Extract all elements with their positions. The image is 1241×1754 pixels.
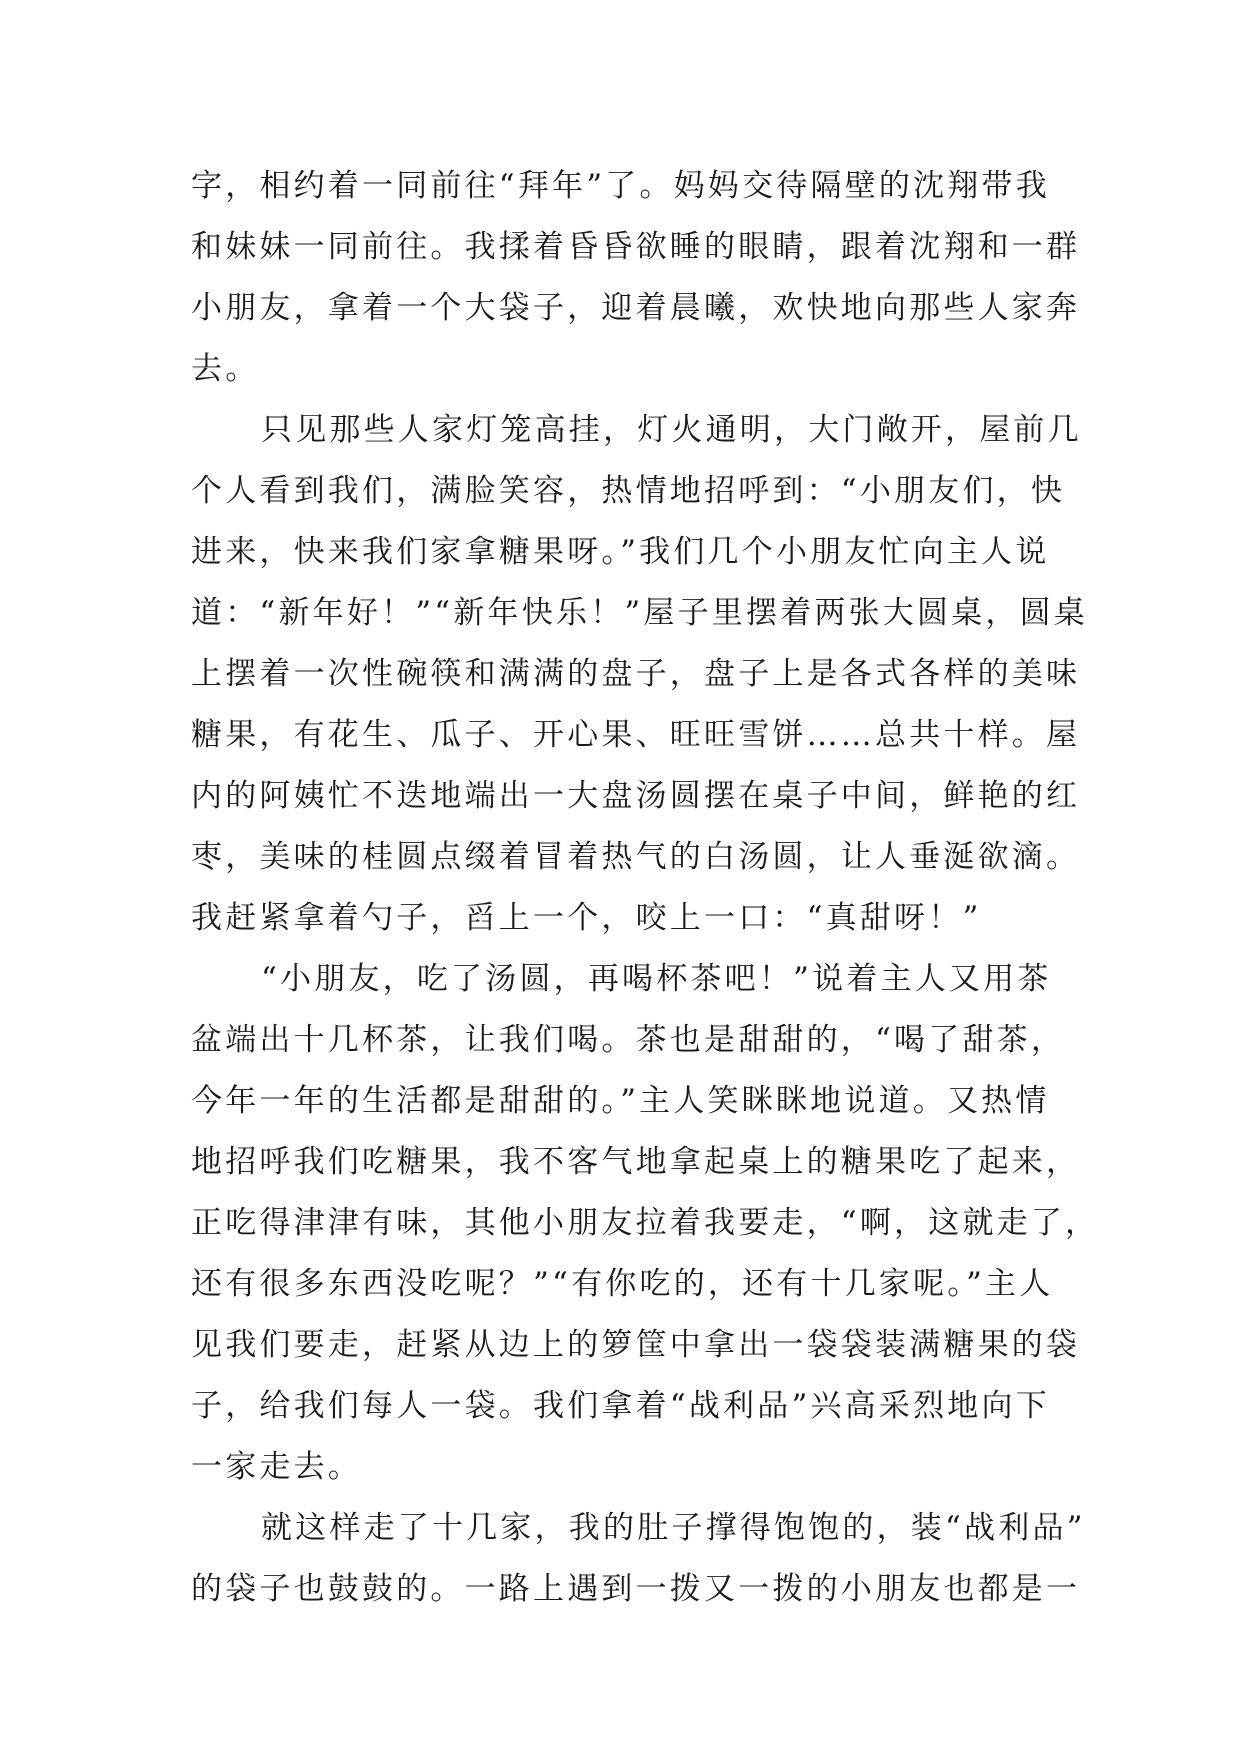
paragraph-first-line: 就这样走了十几家，我的肚子撑得饱饱的，装“战利品” <box>261 1510 1086 1546</box>
text-line: 我赶紧拿着勺子，舀上一个，咬上一口：“真甜呀！” <box>191 900 982 936</box>
text-line: 枣，美味的桂圆点缀着冒着热气的白汤圆，让人垂涎欲滴。 <box>191 839 1081 875</box>
text-line: 正吃得津津有味，其他小朋友拉着我要走，“啊，这就走了， <box>191 1205 1100 1241</box>
text-line: 还有很多东西没吃呢？”“有你吃的，还有十几家呢。”主人 <box>191 1266 1054 1302</box>
text-line: 子，给我们每人一袋。我们拿着“战利品”兴高采烈地向下 <box>191 1388 1050 1424</box>
text-line: 去。 <box>191 351 260 387</box>
text-line: 的袋子也鼓鼓的。一路上遇到一拨又一拨的小朋友也都是一 <box>191 1571 1081 1607</box>
paragraph-first-line: “小朋友，吃了汤圆，再喝杯茶吧！”说着主人又用茶 <box>261 961 1052 997</box>
text-line: 地招呼我们吃糖果，我不客气地拿起桌上的糖果吃了起来， <box>191 1144 1081 1180</box>
text-line: 盆端出十几杯茶，让我们喝。茶也是甜甜的，“喝了甜茶， <box>191 1022 1066 1058</box>
text-line: 见我们要走，赶紧从边上的箩筐中拿出一袋袋装满糖果的袋 <box>191 1327 1081 1363</box>
text-line: 和妹妹一同前往。我揉着昏昏欲睡的眼睛，跟着沈翔和一群 <box>191 229 1081 265</box>
text-line: 进来，快来我们家拿糖果呀。”我们几个小朋友忙向主人说 <box>191 534 1050 570</box>
text-line: 道：“新年好！”“新年快乐！”屋子里摆着两张大圆桌，圆桌 <box>191 595 1088 631</box>
text-line: 内的阿姨忙不迭地端出一大盘汤圆摆在桌子中间，鲜艳的红 <box>191 778 1081 814</box>
text-line: 今年一年的生活都是甜甜的。”主人笑眯眯地说道。又热情 <box>191 1083 1050 1119</box>
text-line: 小朋友，拿着一个大袋子，迎着晨曦，欢快地向那些人家奔 <box>191 290 1081 326</box>
text-line: 一家走去。 <box>191 1449 362 1485</box>
text-line: 上摆着一次性碗筷和满满的盘子，盘子上是各式各样的美味 <box>191 656 1081 692</box>
text-line: 字，相约着一同前往“拜年”了。妈妈交待隔壁的沈翔带我 <box>191 168 1050 204</box>
text-line: 个人看到我们，满脸笑容，热情地招呼到：“小朋友们，快 <box>191 473 1066 509</box>
paragraph-first-line: 只见那些人家灯笼高挂，灯火通明，大门敞开，屋前几 <box>261 412 1082 448</box>
text-line: 糖果，有花生、瓜子、开心果、旺旺雪饼……总共十样。屋 <box>191 717 1081 753</box>
body-text <box>191 156 1100 1620</box>
